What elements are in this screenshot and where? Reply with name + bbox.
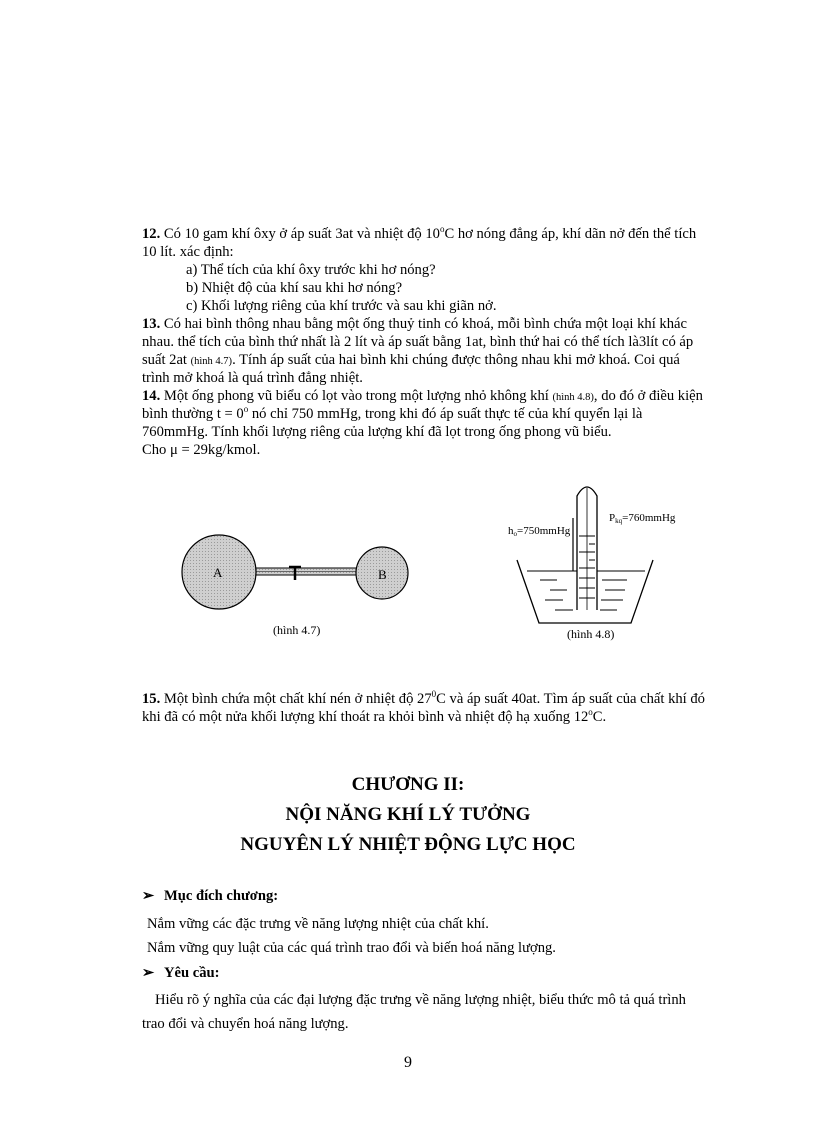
problem-12-line1: 12. Có 10 gam khí ôxy ở áp suất 3at và nhiệt độ 10$^o$C hơ nóng đẳng áp, khí dãn nở đến thể tích — [142, 224, 697, 242]
purpose-item-2: Nắm vững quy luật của các quá trình trao đổi và biến hoá năng lượng. — [147, 940, 556, 956]
requirements-line2: trao đổi và chuyển hoá năng lượng. — [142, 1016, 349, 1032]
figure-4-7-caption: (hình 4.7) — [273, 623, 321, 637]
problem-12-item-b: b) Nhiệt độ của khí sau khi hơ nóng? — [186, 280, 403, 296]
arrow-bullet-icon: ➢ — [142, 888, 155, 904]
chapter-title-line1: NỘI NĂNG KHÍ LÝ TƯỞNG — [285, 804, 531, 825]
figure-4-7-connected-vessels — [175, 530, 425, 645]
figure-4-8-caption: (hình 4.8) — [567, 627, 615, 641]
figure-4-8-barometer — [505, 478, 705, 643]
arrow-bullet-icon: ➢ — [142, 965, 155, 981]
problem-15-line1: 15. Một bình chứa một chất khí nén ở nhiệt độ $27^0C$ và áp suất 40at. Tìm áp suất của chất khí đó — [142, 689, 705, 707]
problem-14-line1: 14. Một ống phong vũ biểu có lọt vào trong một lượng nhỏ không khí (hình 4.8), do đó ở điều kiện — [142, 388, 703, 404]
chapter-title-line2: NGUYÊN LÝ NHIỆT ĐỘNG LỰC HỌC — [240, 834, 576, 855]
problem-12-item-a: a) Thể tích của khí ôxy trước khi hơ nóng? — [186, 262, 436, 278]
problem-14-line2: bình thường $t = 0^o$ nó chỉ 750 mmHg, trong khi đó áp suất thực tế của khí quyển lại là — [142, 404, 643, 422]
problem-13-line2: nhau. thể tích của bình thứ nhất là 2 lít và áp suất bằng 1at, bình thứ hai có thể tích là3lít có áp — [142, 334, 694, 350]
purpose-heading: ➢ Mục đích chương: — [142, 888, 279, 904]
problem-13-line1: 13. Có hai bình thông nhau bằng một ống thuỷ tinh có khoá, mỗi bình chứa một loại khí khác — [142, 316, 687, 332]
problem-13-line3: suất 2at (hình 4.7). Tính áp suất của hai bình khi chúng được thông nhau khi mở khoá. Coi quá — [142, 352, 680, 368]
problem-13-line4: trình mở khoá là quá trình đẳng nhiệt. — [142, 370, 363, 386]
problem-14-line3: 760mmHg. Tính khối lượng riêng của lượng khí đã lọt trong ống phong vũ biểu. — [142, 424, 612, 440]
h0-label: ho=750mmHg — [508, 525, 571, 538]
problem-12-item-c: c) Khối lượng riêng của khí trước và sau khi giãn nở. — [186, 298, 497, 314]
chapter-number: CHƯƠNG II: — [351, 774, 465, 795]
requirements-line1: Hiểu rõ ý nghĩa của các đại lượng đặc trưng về năng lượng nhiệt, biểu thức mô tả quá trình — [155, 992, 686, 1008]
vessel-a-label: A — [213, 565, 223, 580]
problem-15-line2: khi đã có một nửa khối lượng khí thoát ra khỏi bình và nhiệt độ hạ xuống 12$^o$C. — [142, 707, 607, 725]
problem-12-line2: 10 lít. xác định: — [142, 244, 234, 260]
pkq-label: Pkq=760mmHg — [609, 512, 676, 525]
vessel-b-label: B — [378, 567, 387, 582]
page-number: 9 — [404, 1054, 412, 1071]
problem-14-line4: Cho μ = 29kg/kmol. — [142, 442, 261, 458]
purpose-item-1: Nắm vững các đặc trưng về năng lượng nhiệt của chất khí. — [147, 916, 489, 932]
requirements-heading: ➢ Yêu cầu: — [142, 965, 220, 981]
